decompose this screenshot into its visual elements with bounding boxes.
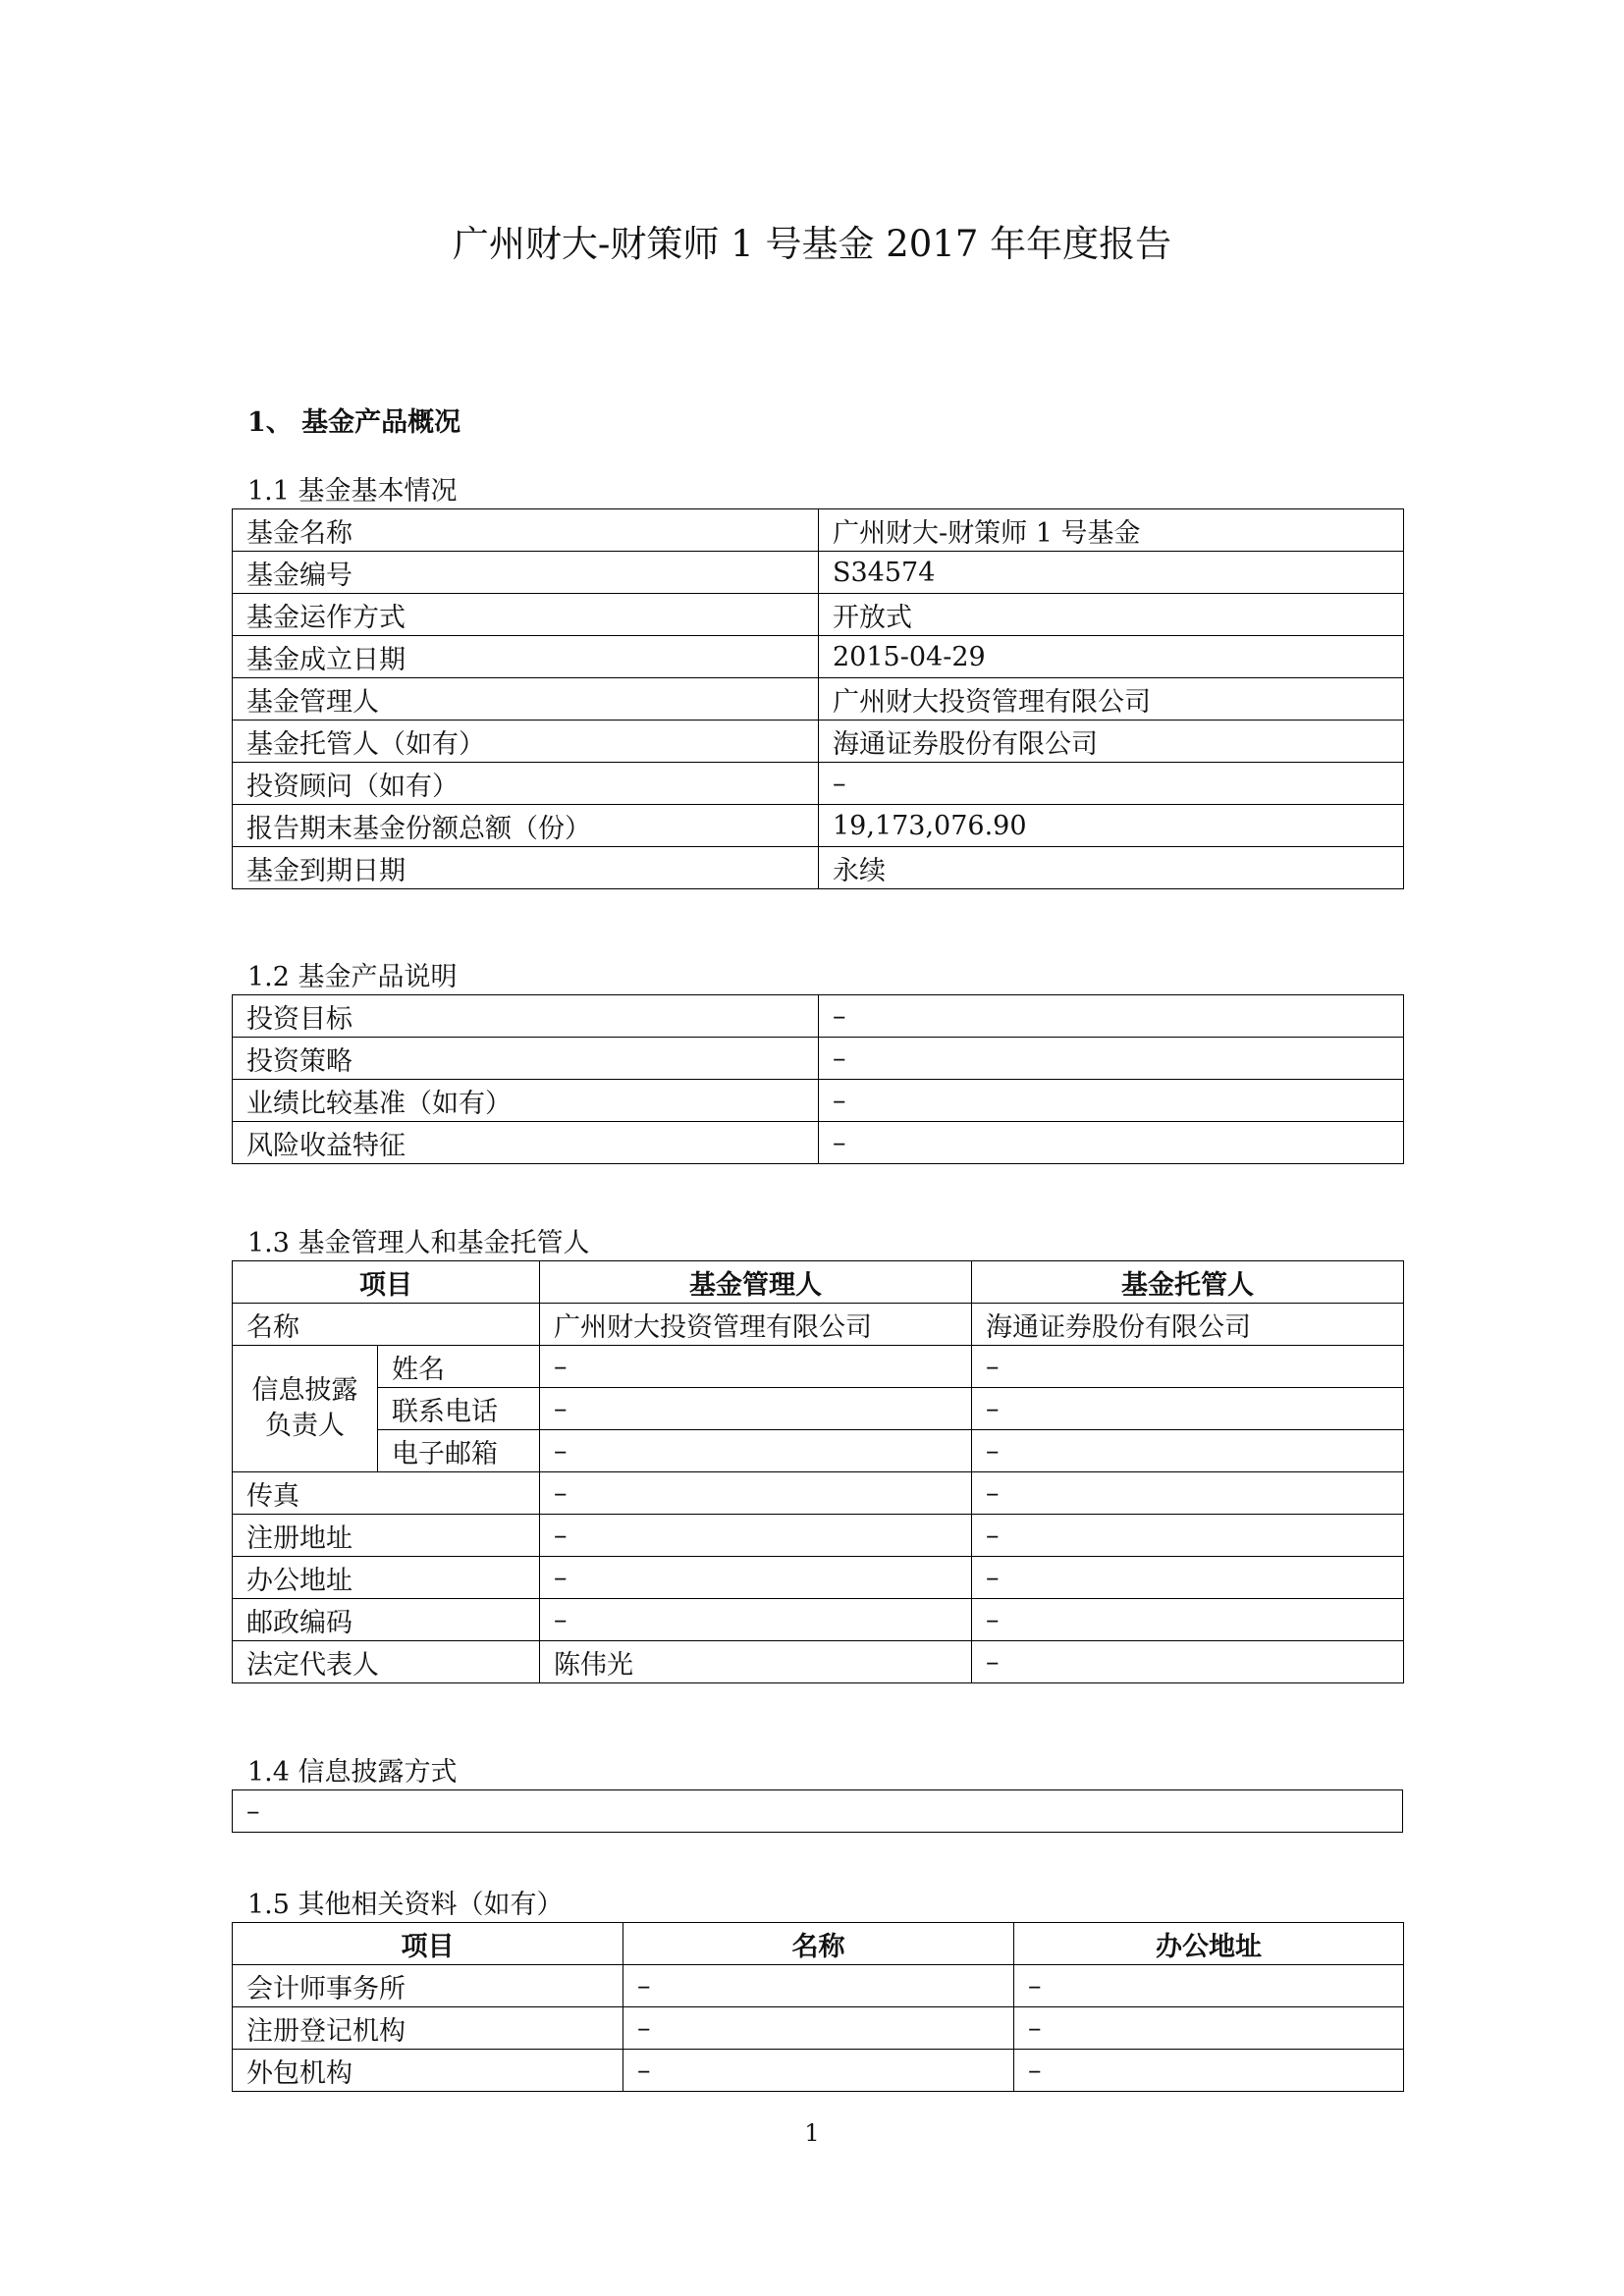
manager-value: – — [540, 1388, 972, 1430]
subsection-heading-1-3: 1.3 基金管理人和基金托管人 — [247, 1228, 590, 1258]
row-value: 广州财大-财策师 1 号基金 — [819, 509, 1404, 552]
row-label: 姓名 — [378, 1346, 540, 1388]
address-value: – — [1014, 2050, 1404, 2092]
custodian-value: 海通证券股份有限公司 — [972, 1304, 1404, 1346]
row-label: 联系电话 — [378, 1388, 540, 1430]
fund-basic-info-body — [233, 509, 1404, 889]
manager-value: – — [540, 1430, 972, 1472]
table-row — [233, 509, 1404, 552]
row-value: 19,173,076.90 — [819, 805, 1404, 847]
other-info-table — [232, 1922, 1404, 2092]
address-value: – — [1014, 2007, 1404, 2050]
table-row — [233, 1641, 1404, 1683]
manager-value: 陈伟光 — [540, 1641, 972, 1683]
row-value: – — [819, 1122, 1404, 1164]
row-label: 传真 — [233, 1472, 540, 1515]
row-value: – — [819, 995, 1404, 1038]
manager-custodian-table — [232, 1260, 1404, 1683]
row-label: 名称 — [233, 1304, 540, 1346]
header-manager: 基金管理人 — [540, 1261, 972, 1304]
row-label: 报告期末基金份额总额（份） — [233, 805, 819, 847]
row-label: 基金运作方式 — [233, 594, 819, 636]
subsection-heading-1-4: 1.4 信息披露方式 — [247, 1757, 458, 1788]
subsection-heading-1-2: 1.2 基金产品说明 — [247, 962, 458, 992]
table-row — [233, 2050, 1404, 2092]
row-label: 业绩比较基准（如有） — [233, 1080, 819, 1122]
row-label: 基金编号 — [233, 552, 819, 594]
name-value: – — [623, 2007, 1014, 2050]
row-label: 注册登记机构 — [233, 2007, 623, 2050]
custodian-value: – — [972, 1388, 1404, 1430]
row-value: 广州财大投资管理有限公司 — [819, 678, 1404, 721]
table-row — [233, 1346, 1404, 1388]
custodian-value: – — [972, 1557, 1404, 1599]
table-row — [233, 552, 1404, 594]
row-value: – — [819, 763, 1404, 805]
fund-basic-info-table — [232, 508, 1404, 889]
table-header-row — [233, 1923, 1404, 1965]
custodian-value: – — [972, 1641, 1404, 1683]
fund-product-description-table — [232, 994, 1404, 1164]
address-value: – — [1014, 1965, 1404, 2007]
table-row — [233, 1122, 1404, 1164]
table-row — [233, 763, 1404, 805]
row-label: 会计师事务所 — [233, 1965, 623, 2007]
custodian-value: – — [972, 1472, 1404, 1515]
header-name: 名称 — [623, 1923, 1014, 1965]
row-value: – — [819, 1038, 1404, 1080]
table-row — [233, 1388, 1404, 1430]
table-row — [233, 594, 1404, 636]
row-label: 基金成立日期 — [233, 636, 819, 678]
manager-custodian-extra-body — [233, 1472, 1404, 1683]
table-row — [233, 1430, 1404, 1472]
row-label: 基金名称 — [233, 509, 819, 552]
row-label: 投资顾问（如有） — [233, 763, 819, 805]
header-custodian: 基金托管人 — [972, 1261, 1404, 1304]
row-label: 投资策略 — [233, 1038, 819, 1080]
manager-custodian-body — [233, 1304, 1404, 1472]
table-row — [233, 1515, 1404, 1557]
disclosure-method-table — [232, 1789, 1403, 1833]
table-row — [233, 805, 1404, 847]
table-row — [233, 2007, 1404, 2050]
row-label: 基金管理人 — [233, 678, 819, 721]
row-label: 邮政编码 — [233, 1599, 540, 1641]
row-value: 2015-04-29 — [819, 636, 1404, 678]
table-row — [233, 1790, 1403, 1833]
name-value: – — [623, 2050, 1014, 2092]
table-row — [233, 636, 1404, 678]
disclosure-method-value: – — [233, 1790, 1403, 1833]
header-item: 项目 — [233, 1923, 623, 1965]
table-row — [233, 1472, 1404, 1515]
table-row — [233, 1965, 1404, 2007]
custodian-value: – — [972, 1515, 1404, 1557]
other-info-body — [233, 1965, 1404, 2092]
row-value: 海通证券股份有限公司 — [819, 721, 1404, 763]
table-row — [233, 678, 1404, 721]
row-value: 永续 — [819, 847, 1404, 889]
table-row — [233, 847, 1404, 889]
manager-value: – — [540, 1599, 972, 1641]
header-item: 项目 — [233, 1261, 540, 1304]
manager-value: – — [540, 1557, 972, 1599]
row-label: 风险收益特征 — [233, 1122, 819, 1164]
row-label: 基金托管人（如有） — [233, 721, 819, 763]
row-label: 外包机构 — [233, 2050, 623, 2092]
subsection-heading-1-1: 1.1 基金基本情况 — [247, 476, 458, 507]
table-row — [233, 1557, 1404, 1599]
custodian-value: – — [972, 1346, 1404, 1388]
row-value: – — [819, 1080, 1404, 1122]
manager-value: – — [540, 1472, 972, 1515]
row-label: 法定代表人 — [233, 1641, 540, 1683]
table-row — [233, 1080, 1404, 1122]
table-row — [233, 721, 1404, 763]
custodian-value: – — [972, 1430, 1404, 1472]
row-label: 注册地址 — [233, 1515, 540, 1557]
custodian-value: – — [972, 1599, 1404, 1641]
row-label: 投资目标 — [233, 995, 819, 1038]
name-value: – — [623, 1965, 1014, 2007]
table-row — [233, 1304, 1404, 1346]
manager-value: – — [540, 1346, 972, 1388]
table-row — [233, 1599, 1404, 1641]
manager-value: 广州财大投资管理有限公司 — [540, 1304, 972, 1346]
row-label: 基金到期日期 — [233, 847, 819, 889]
row-value: S34574 — [819, 552, 1404, 594]
page-title: 广州财大-财策师 1 号基金 2017 年年度报告 — [452, 223, 1172, 265]
manager-value: – — [540, 1515, 972, 1557]
header-address: 办公地址 — [1014, 1923, 1404, 1965]
subsection-heading-1-5: 1.5 其他相关资料（如有） — [247, 1890, 564, 1920]
row-label: 办公地址 — [233, 1557, 540, 1599]
row-label: 电子邮箱 — [378, 1430, 540, 1472]
disclosure-group-label: 信息披露负责人 — [233, 1346, 378, 1472]
table-header-row — [233, 1261, 1404, 1304]
fund-product-description-body — [233, 995, 1404, 1164]
row-value: 开放式 — [819, 594, 1404, 636]
page-number: 1 — [804, 2119, 820, 2147]
table-row — [233, 995, 1404, 1038]
section-heading: 1、 基金产品概况 — [247, 407, 461, 438]
table-row — [233, 1038, 1404, 1080]
